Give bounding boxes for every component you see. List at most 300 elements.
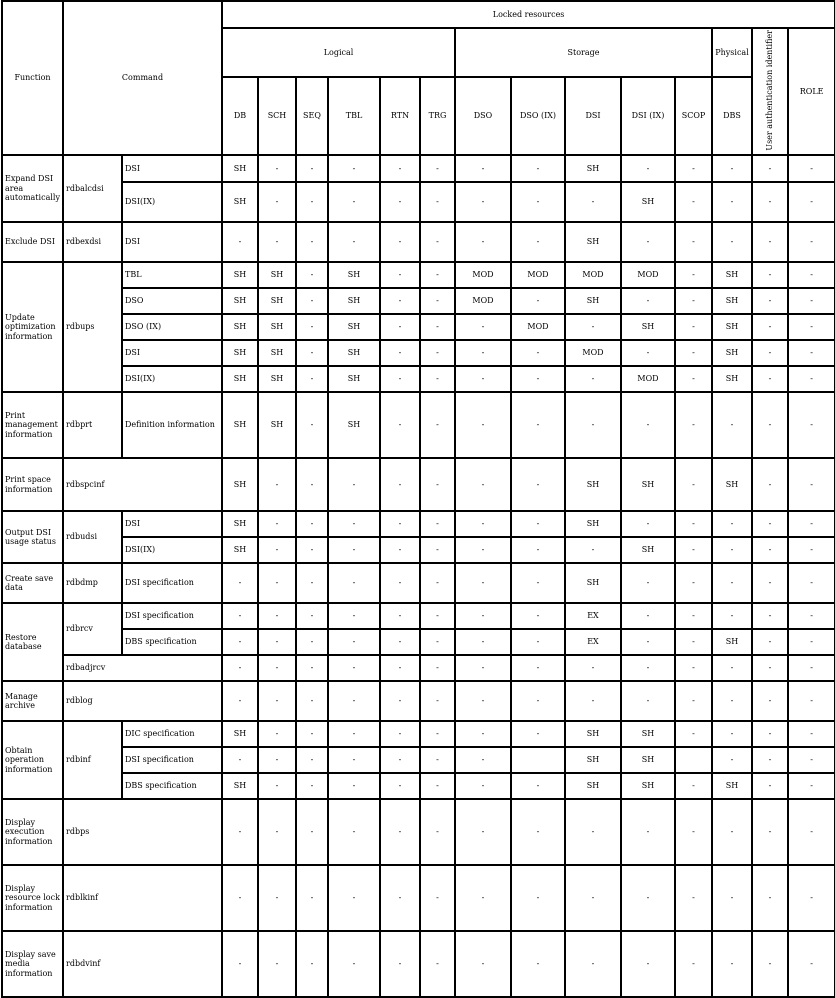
command-cell: rdbdvinf [63,931,222,997]
lock-value-cell: - [511,392,565,458]
lock-value-cell: - [420,537,455,563]
lock-value-cell: - [328,681,380,721]
lock-value-cell: - [511,799,565,865]
lock-value-cell: - [420,288,455,314]
lock-value-cell: - [788,681,835,721]
lock-value-cell: - [420,366,455,392]
lock-value-cell: - [380,931,420,997]
col-header: TBL [328,77,380,155]
header-storage: Storage [455,28,712,77]
lock-value-cell: - [712,563,752,603]
lock-value-cell: - [222,931,258,997]
lock-value-cell: - [328,563,380,603]
lock-value-cell: - [511,681,565,721]
lock-value-cell: - [621,931,675,997]
header-user-auth [752,28,788,155]
lock-value-cell: - [380,458,420,511]
lock-value-cell: - [565,182,621,222]
lock-value-cell: SH [712,288,752,314]
lock-value-cell: - [675,773,712,799]
lock-value-cell: - [455,747,511,773]
target-cell: DSI specification [122,603,222,629]
lock-value-cell: - [712,931,752,997]
lock-value-cell: SH [565,563,621,603]
lock-value-cell: - [328,721,380,747]
lock-value-cell: - [712,222,752,262]
lock-value-cell: - [565,655,621,681]
lock-value-cell: - [420,931,455,997]
lock-value-cell: - [511,366,565,392]
lock-value-cell: - [258,458,296,511]
target-cell: DBS specification [122,629,222,655]
lock-value-cell: - [752,458,788,511]
lock-value-cell: - [420,721,455,747]
col-header: SCH [258,77,296,155]
lock-value-cell: - [788,537,835,563]
lock-value-cell: - [258,865,296,931]
lock-value-cell: - [380,222,420,262]
lock-value-cell: - [511,458,565,511]
col-header: TRG [420,77,455,155]
function-cell: Manage archive [2,681,63,721]
lock-value-cell: - [621,865,675,931]
function-cell: Display resource lock information [2,865,63,931]
lock-value-cell: - [621,563,675,603]
lock-value-cell: - [565,931,621,997]
lock-value-cell: - [752,288,788,314]
lock-value-cell: - [752,655,788,681]
target-cell: DSI [122,155,222,182]
lock-value-cell: - [788,340,835,366]
lock-value-cell: - [712,603,752,629]
lock-value-cell: - [420,747,455,773]
function-cell: Update optimization information [2,262,63,392]
lock-value-cell: - [258,931,296,997]
lock-value-cell [675,747,712,773]
col-header: DSI [565,77,621,155]
lock-value-cell: - [788,458,835,511]
lock-value-cell: - [222,799,258,865]
lock-value-cell: - [296,182,328,222]
lock-value-cell: - [296,511,328,537]
lock-value-cell: - [788,721,835,747]
lock-value-cell: SH [712,366,752,392]
lock-value-cell: - [788,155,835,182]
function-cell: Display execution information [2,799,63,865]
lock-value-cell: - [222,747,258,773]
target-cell: DSI [122,511,222,537]
header-locked-resources: Locked resources [222,1,835,28]
lock-value-cell: - [380,340,420,366]
lock-value-cell: - [752,603,788,629]
lock-value-cell: - [565,681,621,721]
function-cell: Expand DSI area automatically [2,155,63,222]
header-role: ROLE [788,28,835,155]
lock-value-cell: - [511,931,565,997]
lock-value-cell: SH [712,458,752,511]
lock-value-cell: - [565,314,621,340]
lock-value-cell: - [712,182,752,222]
lock-value-cell: - [380,537,420,563]
lock-value-cell: - [420,563,455,603]
lock-value-cell: - [380,681,420,721]
lock-value-cell: - [752,222,788,262]
command-cell: rdblkinf [63,865,222,931]
lock-value-cell: - [420,458,455,511]
lock-value-cell: - [420,511,455,537]
lock-value-cell: - [752,366,788,392]
lock-value-cell: - [380,563,420,603]
lock-value-cell: SH [712,340,752,366]
lock-value-cell: - [328,182,380,222]
lock-value-cell: - [296,340,328,366]
lock-value-cell: - [296,603,328,629]
lock-value-cell: SH [328,340,380,366]
lock-value-cell: - [455,563,511,603]
lock-value-cell: - [675,563,712,603]
lock-value-cell: SH [712,629,752,655]
lock-value-cell: SH [565,288,621,314]
lock-value-cell: - [675,537,712,563]
lock-value-cell: - [296,799,328,865]
lock-value-cell: SH [258,366,296,392]
lock-value-cell: - [455,222,511,262]
lock-value-cell: - [420,865,455,931]
command-cell: rdbprt [63,392,122,458]
lock-value-cell: - [621,392,675,458]
lock-value-cell: - [565,865,621,931]
lock-value-cell: - [258,537,296,563]
lock-value-cell: SH [222,511,258,537]
lock-value-cell: - [752,865,788,931]
lock-value-cell: - [565,537,621,563]
lock-value-cell: - [380,773,420,799]
lock-value-cell: - [788,629,835,655]
lock-value-cell: SH [222,155,258,182]
lock-value-cell: MOD [511,262,565,288]
lock-value-cell: - [675,288,712,314]
lock-value-cell: - [675,603,712,629]
lock-value-cell: - [455,629,511,655]
lock-value-cell: SH [222,721,258,747]
lock-value-cell: - [380,288,420,314]
lock-value-cell: - [675,865,712,931]
lock-value-cell: SH [258,314,296,340]
target-cell: DSI specification [122,747,222,773]
lock-value-cell: - [511,563,565,603]
lock-value-cell: - [296,314,328,340]
lock-value-cell: - [328,458,380,511]
lock-value-cell: MOD [621,262,675,288]
lock-value-cell: SH [565,155,621,182]
lock-value-cell: - [675,182,712,222]
lock-value-cell: SH [621,721,675,747]
lock-value-cell: MOD [565,262,621,288]
function-cell: Create save data [2,563,63,603]
lock-value-cell: - [788,392,835,458]
col-header: DSO [455,77,511,155]
lock-value-cell: - [565,392,621,458]
lock-value-cell: - [788,222,835,262]
lock-value-cell: SH [222,182,258,222]
lock-value-cell: - [258,603,296,629]
lock-value-cell: - [380,314,420,340]
lock-value-cell: - [455,681,511,721]
lock-value-cell: - [752,511,788,537]
function-cell: Output DSI usage status [2,511,63,563]
lock-value-cell: - [296,563,328,603]
lock-value-cell: - [380,655,420,681]
lock-value-cell: - [296,537,328,563]
lock-value-cell: - [511,222,565,262]
lock-value-cell: EX [565,603,621,629]
lock-value-cell: SH [222,537,258,563]
lock-value-cell: - [455,603,511,629]
lock-value-cell: - [420,340,455,366]
function-cell: Print management information [2,392,63,458]
target-cell: DSI(IX) [122,366,222,392]
lock-value-cell: - [675,314,712,340]
lock-value-cell: - [296,366,328,392]
lock-value-cell: SH [222,458,258,511]
lock-value-cell: - [788,931,835,997]
lock-value-cell: - [222,865,258,931]
col-header: DSI (IX) [621,77,675,155]
lock-value-cell: - [455,865,511,931]
lock-value-cell: - [328,629,380,655]
lock-value-cell: - [752,182,788,222]
target-cell: Definition information [122,392,222,458]
lock-value-cell: - [788,747,835,773]
lock-value-cell: - [712,799,752,865]
lock-value-cell: - [712,655,752,681]
lock-value-cell: SH [222,773,258,799]
lock-value-cell: EX [565,629,621,655]
lock-value-cell: SH [621,314,675,340]
lock-value-cell: - [258,563,296,603]
lock-value-cell: SH [258,340,296,366]
function-cell: Restore database [2,603,63,681]
command-cell: rdbalcdsi [63,155,122,222]
lock-value-cell: SH [565,458,621,511]
lock-value-cell: SH [712,314,752,340]
col-header: SEQ [296,77,328,155]
lock-value-cell: - [328,511,380,537]
lock-value-cell: SH [222,392,258,458]
lock-value-cell: - [455,511,511,537]
lock-value-cell: - [258,182,296,222]
lock-value-cell: - [296,681,328,721]
lock-value-cell: - [222,222,258,262]
lock-value-cell: - [752,340,788,366]
lock-value-cell: SH [222,340,258,366]
lock-value-cell: SH [565,222,621,262]
lock-value-cell: - [675,721,712,747]
lock-value-cell: - [788,655,835,681]
lock-value-cell: - [712,511,752,537]
lock-value-cell: SH [258,392,296,458]
lock-value-cell: - [788,603,835,629]
lock-value-cell: SH [621,773,675,799]
lock-value-cell: - [752,747,788,773]
lock-value-cell: - [296,747,328,773]
lock-value-cell: - [675,340,712,366]
command-cell: rdbinf [63,721,122,799]
header-function: Function [2,1,63,155]
lock-value-cell: - [455,458,511,511]
lock-value-cell: - [752,629,788,655]
target-cell: TBL [122,262,222,288]
function-cell: Exclude DSI [2,222,63,262]
lock-value-cell: - [788,865,835,931]
lock-value-cell: - [511,340,565,366]
lock-value-cell: - [380,629,420,655]
lock-value-cell: - [420,799,455,865]
lock-value-cell: SH [328,262,380,288]
lock-value-cell: - [420,603,455,629]
lock-value-cell: - [258,629,296,655]
lock-value-cell: - [788,511,835,537]
lock-value-cell: SH [328,288,380,314]
lock-value-cell: SH [621,458,675,511]
lock-value-cell: SH [565,773,621,799]
lock-value-cell: - [455,155,511,182]
lock-value-cell: - [328,799,380,865]
lock-resources-table [1,0,835,998]
lock-value-cell: - [788,262,835,288]
lock-value-cell: SH [222,262,258,288]
lock-value-cell: - [455,773,511,799]
lock-value-cell: - [420,655,455,681]
lock-value-cell: - [380,392,420,458]
lock-value-cell: - [621,288,675,314]
lock-value-cell: SH [258,288,296,314]
lock-value-cell: - [296,865,328,931]
lock-value-cell: - [712,681,752,721]
lock-value-cell: - [258,222,296,262]
lock-value-cell: - [328,603,380,629]
lock-value-cell: - [258,799,296,865]
lock-value-cell: - [788,563,835,603]
lock-value-cell: - [511,182,565,222]
col-header: SCOP [675,77,712,155]
lock-value-cell: - [455,799,511,865]
lock-value-cell: - [511,155,565,182]
command-cell: rdbadjrcv [63,655,222,681]
lock-value-cell: - [455,537,511,563]
lock-value-cell: - [675,155,712,182]
target-cell: DSI [122,340,222,366]
lock-value-cell: - [788,288,835,314]
function-cell: Obtain operation information [2,721,63,799]
lock-value-cell: - [621,340,675,366]
lock-value-cell: SH [222,314,258,340]
header-user-auth-text: User authentication identifier [765,30,775,151]
lock-value-cell: - [455,721,511,747]
function-cell: Print space information [2,458,63,511]
lock-value-cell: - [296,655,328,681]
lock-value-cell: - [380,799,420,865]
lock-value-cell: - [511,511,565,537]
lock-value-cell: - [675,511,712,537]
header-command: Command [63,1,222,155]
lock-value-cell: SH [565,747,621,773]
lock-value-cell: - [420,629,455,655]
command-cell: rdbups [63,262,122,392]
lock-value-cell: - [752,155,788,182]
lock-value-cell: MOD [511,314,565,340]
lock-value-cell: - [675,655,712,681]
lock-value-cell: - [328,537,380,563]
lock-value-cell: - [455,655,511,681]
lock-value-cell: - [511,537,565,563]
lock-value-cell: - [222,603,258,629]
lock-value-cell: - [222,563,258,603]
lock-value-cell: - [296,222,328,262]
lock-value-cell: - [752,563,788,603]
lock-value-cell: - [621,629,675,655]
target-cell: DSI(IX) [122,182,222,222]
lock-value-cell: - [222,681,258,721]
target-cell: DSO (IX) [122,314,222,340]
lock-value-cell: - [788,799,835,865]
command-cell: rdbps [63,799,222,865]
command-cell: rdbspcinf [63,458,222,511]
lock-value-cell: - [675,931,712,997]
lock-value-cell: SH [712,773,752,799]
lock-value-cell: - [296,629,328,655]
target-cell: DSI specification [122,563,222,603]
lock-value-cell: - [258,655,296,681]
command-cell: rdbdmp [63,563,122,603]
lock-value-cell: - [328,222,380,262]
target-cell: DBS specification [122,773,222,799]
lock-value-cell: SH [621,182,675,222]
lock-value-cell: - [712,537,752,563]
lock-value-cell: - [258,773,296,799]
lock-value-cell: - [258,511,296,537]
command-cell: rdbrcv [63,603,122,655]
lock-value-cell: - [420,681,455,721]
lock-value-cell: - [296,773,328,799]
lock-value-cell: MOD [565,340,621,366]
lock-value-cell: - [258,155,296,182]
lock-value-cell: - [675,629,712,655]
lock-value-cell: - [380,262,420,288]
lock-value-cell: - [752,681,788,721]
lock-value-cell: - [621,155,675,182]
lock-value-cell: SH [258,262,296,288]
lock-value-cell: - [675,392,712,458]
lock-value-cell: - [296,721,328,747]
header-physical: Physical [712,28,752,77]
lock-value-cell: - [455,392,511,458]
lock-value-cell: - [455,314,511,340]
lock-value-cell: - [296,288,328,314]
lock-value-cell: SH [222,366,258,392]
lock-value-cell: - [328,773,380,799]
lock-value-cell: - [420,182,455,222]
lock-value-cell: - [296,392,328,458]
lock-value-cell: - [675,681,712,721]
lock-value-cell: - [296,262,328,288]
lock-value-cell: - [420,262,455,288]
lock-value-cell: SH [621,747,675,773]
lock-value-cell: - [675,799,712,865]
command-cell: rdbudsi [63,511,122,563]
lock-value-cell: - [328,865,380,931]
lock-value-cell: SH [565,721,621,747]
